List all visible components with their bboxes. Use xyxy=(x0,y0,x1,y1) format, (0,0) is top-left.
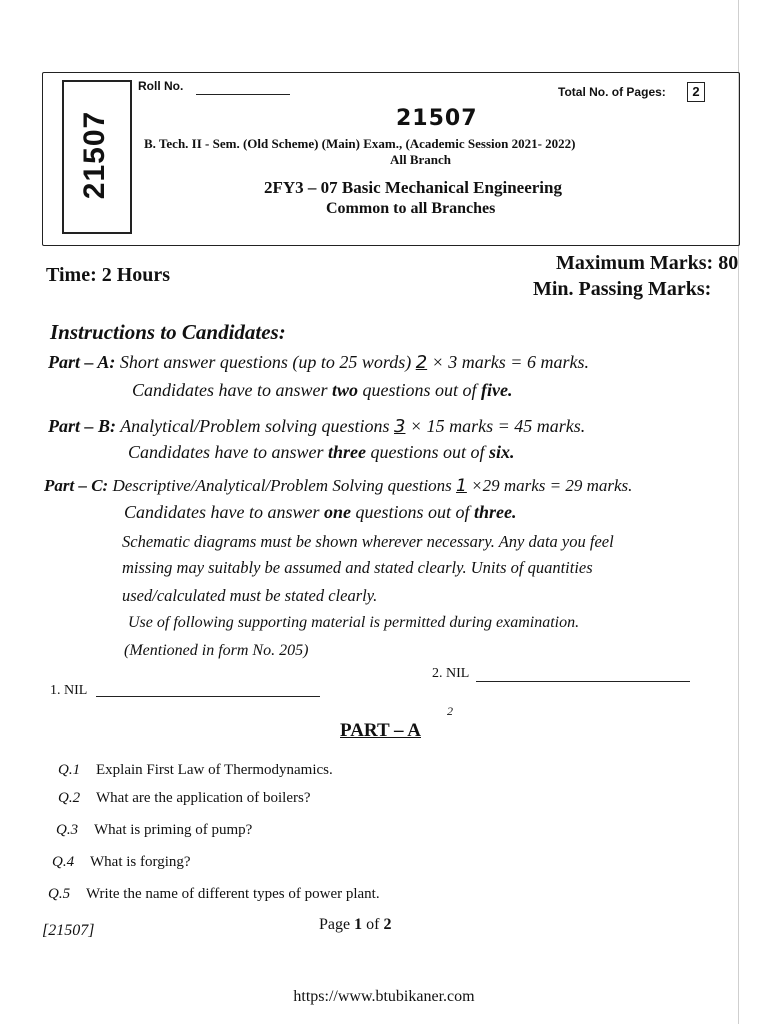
supporting-material-1: 1. NIL xyxy=(50,683,88,698)
question-2: Q.2 What are the application of boilers? xyxy=(58,790,311,806)
part-b-text: Analytical/Problem solving questions xyxy=(116,416,394,436)
roll-number-blank xyxy=(196,94,290,95)
question-4: Q.4 What is forging? xyxy=(52,854,191,870)
part-c-instruction xyxy=(44,476,632,496)
part-b-instruction xyxy=(48,416,585,437)
supporting-material-2-line xyxy=(476,681,690,682)
part-c-label: Part – C: xyxy=(44,476,109,495)
branch-label: All Branch xyxy=(390,152,452,167)
min-passing-marks: Min. Passing Marks: xyxy=(533,278,712,300)
part-a-label: Part – A: xyxy=(48,352,116,372)
part-c-text: Descriptive/Analytical/Problem Solving questions xyxy=(108,476,457,495)
exam-title: B. Tech. II - Sem. (Old Scheme) (Main) Exam., (Academic Session 2021- 2022) xyxy=(144,136,576,151)
part-c-instruction-line2: Candidates have to answer one questions out of three. xyxy=(124,502,517,522)
time-allowed: Time: 2 Hours xyxy=(46,264,171,286)
part-c-count: 1 xyxy=(456,476,467,496)
part-b-count: 3 xyxy=(394,416,406,437)
footer-paper-code: [21507] xyxy=(42,922,95,939)
schematic-note-line3: used/calculated must be stated clearly. xyxy=(122,586,378,605)
part-a-instruction-line2: Candidates have to answer two questions out of five. xyxy=(132,380,513,400)
page-indicator: Page 1 of 2 xyxy=(319,916,392,933)
paper-code-vertical: 21507 xyxy=(78,110,111,200)
roll-number-label: Roll No. xyxy=(138,79,184,93)
part-a-text: Short answer questions (up to 25 words) xyxy=(115,352,416,372)
part-b-marks: × 15 marks = 45 marks. xyxy=(405,416,586,436)
part-a-marks: × 3 marks = 6 marks. xyxy=(427,352,589,372)
question-1: Q.1 Explain First Law of Thermodynamics. xyxy=(58,762,333,778)
maximum-marks: Maximum Marks: 80 xyxy=(556,252,739,274)
part-a-instruction xyxy=(48,352,589,373)
part-a-handwritten-mark: 2 xyxy=(447,704,453,718)
source-url: https://www.btubikaner.com xyxy=(293,988,475,1005)
part-c-marks: ×29 marks = 29 marks. xyxy=(466,476,633,495)
subject-title: 2FY3 – 07 Basic Mechanical Engineering xyxy=(264,178,562,197)
supporting-material-1-line xyxy=(96,696,320,697)
part-b-instruction-line2: Candidates have to answer three questions out of six. xyxy=(128,442,515,462)
total-pages-label: Total No. of Pages: xyxy=(558,85,666,99)
total-pages-value: 2 xyxy=(687,82,705,102)
paper-code: 21507 xyxy=(396,106,478,131)
schematic-note-line2: missing may suitably be assumed and stated clearly. Units of quantities xyxy=(122,558,593,577)
instructions-title: Instructions to Candidates: xyxy=(50,320,286,344)
common-branches: Common to all Branches xyxy=(326,200,496,217)
part-a-count: 2 xyxy=(415,352,428,373)
schematic-note-line1: Schematic diagrams must be shown wherever necessary. Any data you feel xyxy=(122,532,614,551)
question-5: Q.5 Write the name of different types of power plant. xyxy=(48,886,380,902)
question-3: Q.3 What is priming of pump? xyxy=(56,822,253,838)
part-a-heading: PART – A xyxy=(340,720,421,741)
support-note-line2: (Mentioned in form No. 205) xyxy=(124,642,309,659)
part-b-label: Part – B: xyxy=(48,416,117,436)
support-note-line1: Use of following supporting material is permitted during examination. xyxy=(128,614,580,631)
supporting-material-2: 2. NIL xyxy=(432,666,470,681)
